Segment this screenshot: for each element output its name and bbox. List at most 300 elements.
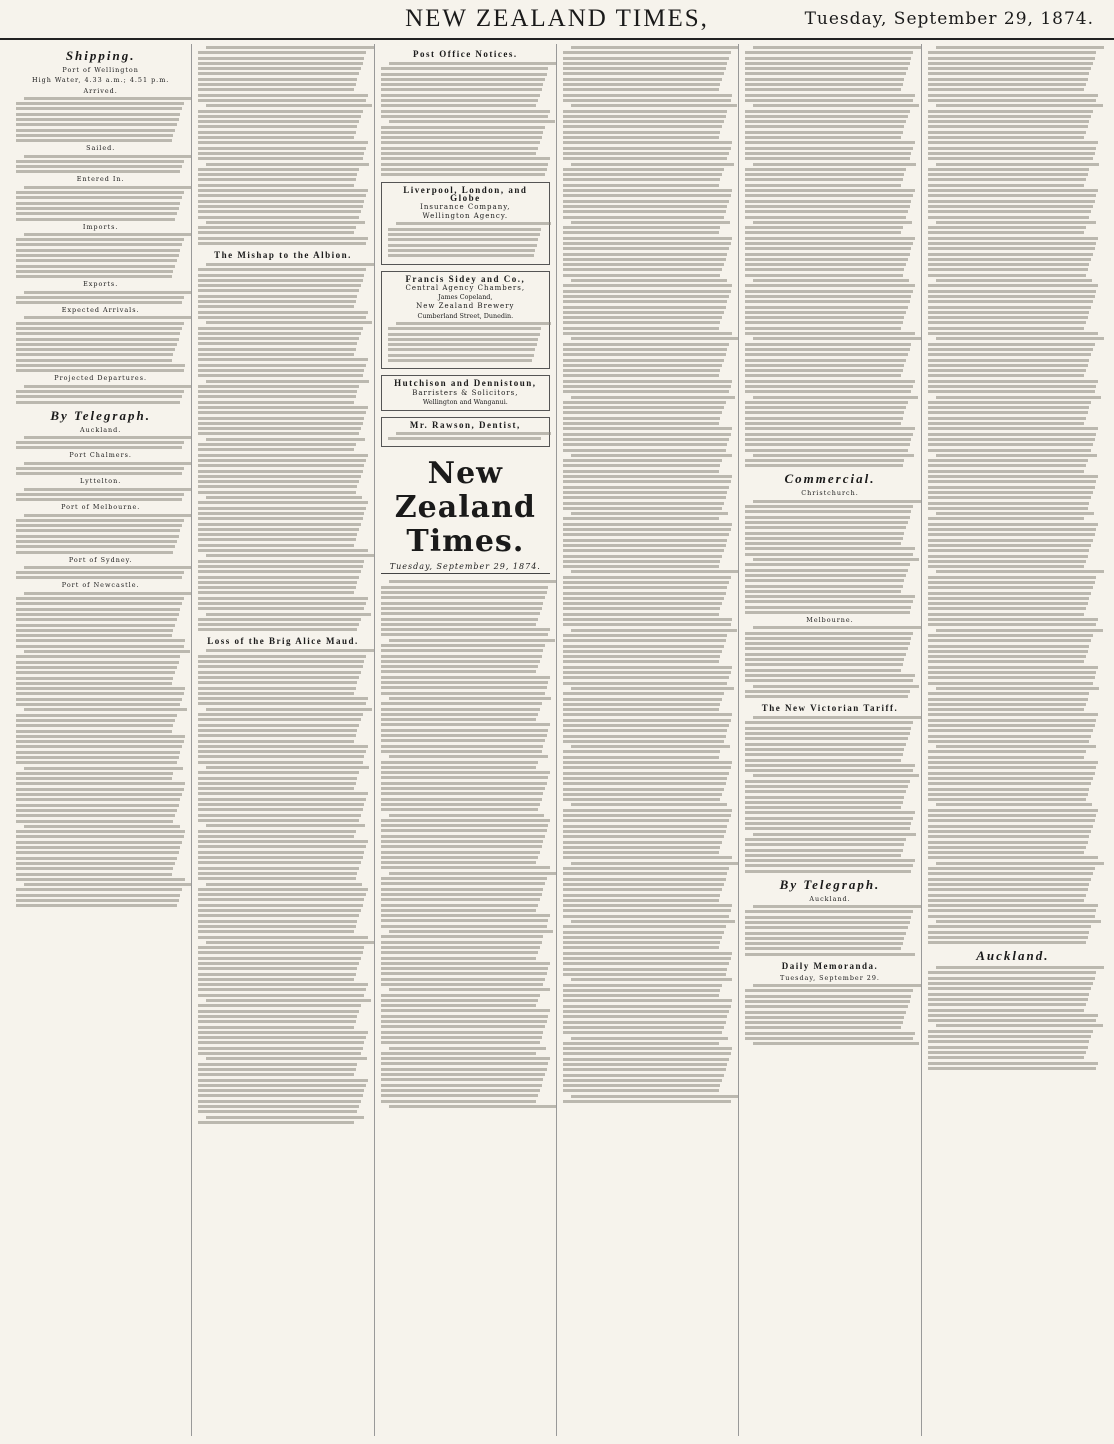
text-line [928, 682, 1093, 685]
text-line [563, 443, 727, 446]
text-line [745, 1026, 901, 1029]
text-line [198, 618, 361, 621]
hutchison-ad-title: Hutchison and Dennistoun, [394, 378, 537, 389]
text-line [928, 385, 1097, 388]
text-line [16, 782, 185, 785]
text-line [16, 401, 180, 404]
text-line [745, 62, 909, 65]
text-line [381, 586, 549, 589]
text-line [745, 790, 906, 793]
text-line [381, 718, 537, 721]
text-line [381, 957, 537, 960]
text-line [381, 94, 540, 97]
text-line [563, 147, 731, 150]
text-line [928, 290, 1097, 293]
text-line [928, 353, 1092, 356]
text-line [563, 576, 731, 579]
text-line [16, 170, 180, 173]
text-line [753, 454, 914, 457]
text-line [16, 745, 182, 748]
text-line [928, 671, 1097, 674]
text-line [563, 883, 724, 886]
text-line [381, 898, 540, 901]
text-line [745, 157, 909, 160]
text-line [198, 1041, 364, 1044]
text-line [198, 443, 355, 446]
text-line [563, 750, 720, 753]
insurance-ad-agency: Wellington Agency. [422, 212, 509, 221]
text-line [745, 953, 914, 956]
text-line [16, 551, 173, 554]
text-line [16, 661, 179, 664]
text-line [381, 856, 538, 859]
text-line [745, 120, 906, 123]
text-line [563, 348, 727, 351]
text-line [745, 637, 911, 640]
text-line [198, 67, 361, 70]
text-line [745, 364, 904, 367]
text-line [563, 268, 722, 271]
text-line [16, 243, 182, 246]
text-line [381, 591, 547, 594]
text-line [198, 120, 359, 123]
text-line [389, 1047, 546, 1050]
text-line [745, 521, 908, 524]
text-line [381, 919, 549, 922]
column-6 [922, 44, 1104, 1436]
text-line [563, 94, 732, 97]
text-line [16, 322, 184, 325]
text-line [563, 216, 724, 219]
filler-text [16, 186, 185, 221]
text-line [928, 724, 1095, 727]
text-line [16, 238, 184, 241]
text-line [745, 184, 901, 187]
text-line [206, 163, 369, 166]
text-line [24, 233, 192, 236]
text-line [571, 46, 739, 49]
text-line [563, 586, 727, 589]
text-line [563, 851, 719, 854]
text-line [928, 120, 1090, 123]
text-line [16, 467, 184, 470]
text-line [745, 141, 914, 144]
column-5 [739, 44, 921, 1436]
text-line [928, 1014, 1098, 1017]
text-line [563, 427, 732, 430]
text-line [198, 406, 367, 409]
text-line [928, 872, 1093, 875]
text-line [928, 565, 1085, 568]
text-line [16, 249, 180, 252]
text-line [928, 883, 1090, 886]
text-line [753, 46, 921, 49]
text-line [563, 788, 724, 791]
text-line [389, 930, 553, 933]
text-line [745, 178, 902, 181]
text-line [928, 1051, 1086, 1054]
telegraph-heading: By Telegraph. [779, 876, 881, 892]
text-line [745, 1016, 904, 1019]
text-line [563, 698, 722, 701]
text-line [24, 566, 192, 569]
text-line [381, 1068, 547, 1071]
text-line [928, 592, 1092, 595]
text-line [745, 83, 902, 86]
text-line [928, 253, 1093, 256]
text-line [198, 289, 359, 292]
text-line [563, 856, 732, 859]
text-line [16, 519, 184, 522]
text-line [198, 549, 367, 552]
text-line [24, 97, 192, 100]
text-line [753, 685, 919, 688]
sailed-heading: Sailed. [86, 144, 116, 153]
text-line [928, 777, 1093, 780]
text-line [198, 803, 364, 806]
text-line [745, 674, 914, 677]
post-office-heading: Post Office Notices. [412, 49, 518, 59]
text-line [198, 507, 366, 510]
text-line [563, 984, 722, 987]
text-line [753, 163, 916, 166]
text-line [928, 528, 1097, 531]
text-line [198, 745, 367, 748]
text-line [16, 134, 173, 137]
text-line [563, 464, 720, 467]
text-line [381, 1041, 540, 1044]
text-line [936, 46, 1104, 49]
text-line [563, 607, 720, 610]
text-line [381, 750, 542, 753]
text-line [16, 369, 184, 372]
text-line [16, 597, 184, 600]
text-line [389, 120, 555, 123]
text-line [381, 702, 542, 705]
memoranda-heading: Daily Memoranda. [781, 960, 879, 971]
text-line [745, 759, 901, 762]
arrived-heading: Arrived. [83, 86, 118, 95]
text-line [198, 840, 367, 843]
text-line [928, 369, 1086, 372]
text-line [563, 316, 722, 319]
text-line [381, 861, 537, 864]
text-line [928, 1067, 1097, 1070]
text-line [389, 62, 557, 65]
text-line [928, 496, 1092, 499]
text-line [563, 51, 731, 54]
text-line [198, 1073, 354, 1076]
text-line [928, 274, 1086, 277]
text-line [928, 316, 1088, 319]
text-line [563, 1063, 727, 1066]
text-line [745, 136, 901, 139]
text-line [16, 332, 180, 335]
text-line [198, 1031, 367, 1034]
text-line [198, 665, 362, 668]
text-line [745, 353, 908, 356]
text-line [381, 596, 545, 599]
text-line [563, 194, 731, 197]
text-line [381, 104, 537, 107]
text-line [928, 613, 1085, 616]
text-line [16, 682, 172, 685]
text-line [388, 233, 540, 236]
text-line [928, 62, 1093, 65]
text-line [389, 755, 548, 758]
text-line [198, 718, 361, 721]
filler-text [381, 62, 550, 176]
text-line [928, 359, 1090, 362]
text-line [928, 88, 1085, 91]
text-line [198, 750, 366, 753]
text-line [928, 480, 1097, 483]
text-line [928, 793, 1088, 796]
text-line [16, 761, 177, 764]
text-line [198, 152, 364, 155]
text-line [381, 808, 538, 811]
filler-text [16, 592, 185, 908]
text-line [198, 565, 362, 568]
text-line [563, 565, 719, 568]
text-line [16, 624, 175, 627]
text-line [563, 72, 724, 75]
text-line [745, 258, 908, 261]
text-line [24, 708, 187, 711]
text-line [198, 94, 367, 97]
text-line [206, 554, 374, 557]
text-line [563, 380, 732, 383]
text-line [563, 555, 722, 558]
text-line [198, 284, 361, 287]
sidey-ad [381, 271, 550, 370]
port-chalmers-heading: Port Chalmers. [69, 451, 132, 460]
text-line [571, 512, 728, 515]
text-line [388, 228, 542, 231]
text-line [198, 242, 366, 245]
text-line [16, 894, 180, 897]
text-line [381, 1062, 549, 1065]
text-line [381, 845, 542, 848]
insurance-ad [381, 182, 550, 264]
text-line [928, 115, 1092, 118]
text-line [16, 735, 185, 738]
text-line [198, 88, 354, 91]
text-line [928, 443, 1093, 446]
text-line [381, 1036, 542, 1039]
text-line [753, 221, 912, 224]
text-line [745, 727, 911, 730]
text-line [745, 242, 913, 245]
text-line [745, 427, 914, 430]
text-line [381, 851, 540, 854]
text-line [198, 147, 366, 150]
text-line [198, 501, 367, 504]
text-line [198, 1052, 361, 1055]
text-line [928, 231, 1085, 234]
text-line [396, 432, 551, 435]
text-line [198, 660, 364, 663]
text-line [745, 284, 914, 287]
text-line [745, 321, 902, 324]
text-line [571, 570, 739, 573]
text-line [206, 941, 374, 944]
text-line [928, 411, 1088, 414]
text-line [198, 385, 359, 388]
text-line [198, 888, 367, 891]
text-line [745, 859, 914, 862]
text-line [928, 422, 1085, 425]
text-line [389, 697, 552, 700]
hutchison-ad [381, 375, 550, 411]
text-line [928, 851, 1085, 854]
text-line [928, 539, 1093, 542]
text-line [563, 692, 724, 695]
text-line [24, 514, 192, 517]
filler-text [745, 984, 914, 1045]
text-line [563, 284, 732, 287]
text-line [198, 274, 364, 277]
text-line [381, 835, 545, 838]
text-line [198, 295, 357, 298]
text-line [745, 390, 911, 393]
text-line [198, 1100, 361, 1103]
text-line [563, 1084, 720, 1087]
text-line [388, 327, 542, 330]
text-line [745, 94, 914, 97]
filler-text [16, 97, 185, 142]
text-line [753, 626, 921, 629]
text-line [16, 359, 172, 362]
text-line [928, 719, 1097, 722]
entered-in-heading: Entered In. [76, 175, 125, 184]
text-line [381, 999, 538, 1002]
text-line [928, 67, 1092, 70]
insurance-ad-subtitle: Insurance Company, [420, 202, 511, 211]
text-line [198, 110, 362, 113]
text-line [563, 809, 732, 812]
text-line [381, 978, 545, 981]
text-line [16, 851, 179, 854]
text-line [563, 406, 724, 409]
text-line [928, 1030, 1093, 1033]
christchurch-heading: Christchurch. [801, 489, 859, 498]
high-water: High Water, 4.33 a.m.; 4.51 p.m. [32, 76, 170, 85]
text-line [16, 353, 173, 356]
text-line [928, 125, 1088, 128]
text-line [381, 972, 547, 975]
text-line [745, 1021, 902, 1024]
text-line [753, 716, 921, 719]
text-line [206, 766, 369, 769]
text-line [198, 327, 362, 330]
text-line [928, 464, 1086, 467]
text-line [198, 427, 361, 430]
masthead-title: NEW ZEALAND TIMES, [405, 5, 709, 32]
text-line [928, 1040, 1090, 1043]
text-line [198, 734, 355, 737]
text-line [198, 967, 357, 970]
text-line [388, 437, 542, 440]
text-line [16, 102, 184, 105]
text-line [753, 279, 909, 282]
text-line [381, 914, 550, 917]
text-line [745, 1011, 906, 1014]
text-line [198, 216, 359, 219]
text-line [563, 952, 732, 955]
text-line [745, 854, 901, 857]
text-line [16, 576, 182, 579]
text-line [928, 438, 1095, 441]
text-line [381, 792, 544, 795]
text-line [198, 755, 364, 758]
text-line [381, 665, 538, 668]
text-line [198, 787, 354, 790]
text-line [563, 231, 719, 234]
text-line [563, 157, 727, 160]
text-line [24, 385, 192, 388]
text-line [198, 1084, 366, 1087]
text-line [563, 899, 719, 902]
text-line [928, 867, 1095, 870]
text-line [745, 505, 913, 508]
text-line [928, 242, 1097, 245]
filler-text [388, 222, 543, 257]
text-line [16, 862, 175, 865]
text-line [563, 385, 731, 388]
text-line [381, 909, 537, 912]
newcastle-heading: Port of Newcastle. [61, 581, 140, 590]
text-line [928, 517, 1085, 520]
text-line [198, 835, 354, 838]
text-line [745, 585, 902, 588]
filler-text [928, 46, 1098, 944]
text-line [928, 899, 1085, 902]
text-line [563, 957, 731, 960]
text-line [928, 390, 1095, 393]
text-line [198, 702, 366, 705]
filler-text [563, 46, 732, 1103]
text-line [16, 692, 184, 695]
text-line [571, 687, 734, 690]
text-line [936, 337, 1104, 340]
text-line [928, 666, 1098, 669]
text-line [563, 311, 724, 314]
text-line [563, 401, 726, 404]
text-line [381, 723, 550, 726]
text-line [198, 830, 355, 833]
text-line [928, 713, 1098, 716]
text-line [198, 173, 357, 176]
text-line [936, 396, 1101, 399]
text-line [563, 581, 729, 584]
text-line [389, 639, 555, 642]
text-line [745, 764, 914, 767]
expected-heading: Expected Arrivals. [61, 306, 140, 315]
text-line [745, 125, 904, 128]
text-line [16, 472, 182, 475]
text-line [16, 107, 182, 110]
text-line [381, 745, 544, 748]
masthead-date: Tuesday, September 29, 1874. [804, 9, 1094, 29]
text-line [381, 888, 544, 891]
text-line [563, 502, 724, 505]
text-line [16, 809, 177, 812]
text-line [745, 569, 908, 572]
column-grid [10, 44, 1104, 1436]
text-line [24, 883, 192, 886]
text-line [928, 925, 1092, 928]
